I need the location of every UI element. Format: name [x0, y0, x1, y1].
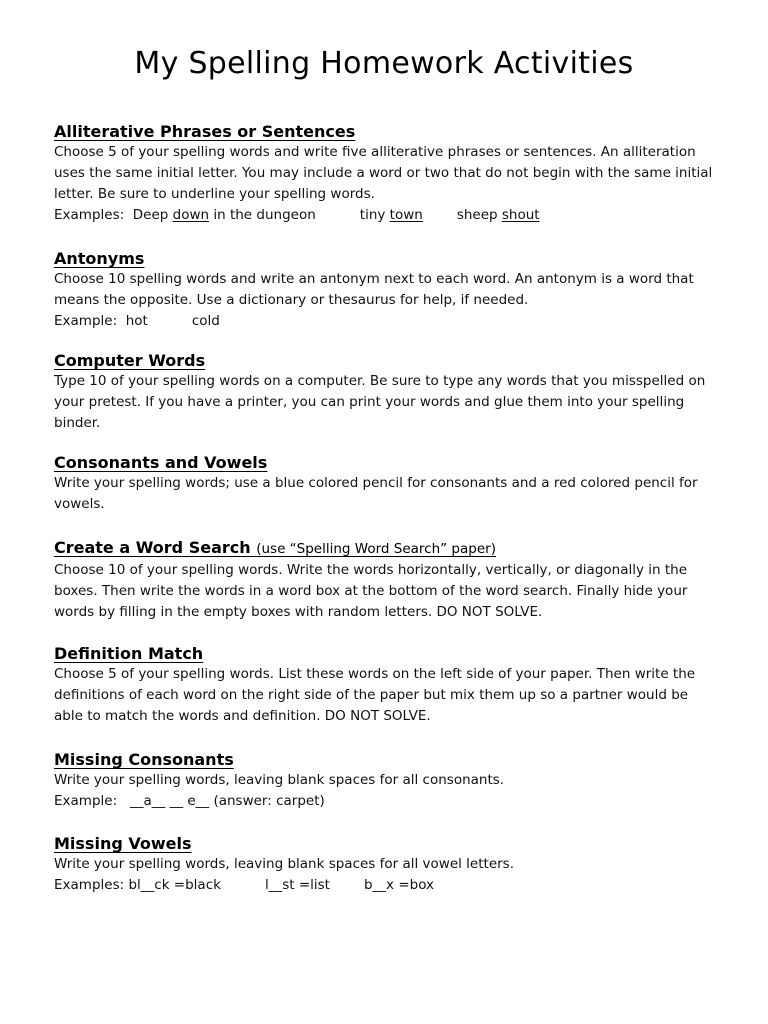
section-body: Choose 5 of your spelling words. List these words on the left side of your paper. Then write the definitions of each word on the right side of the paper but mix them up so a partner would be able to match the words and definition. DO NOT SOLVE. [54, 666, 696, 724]
section-alliterative [54, 121, 719, 226]
section-computer-words [54, 350, 719, 434]
example-line [54, 791, 719, 812]
example-item: l__st =list [264, 877, 330, 893]
example-label: Example: [54, 793, 118, 809]
example-item: tiny town [359, 207, 423, 223]
example-line [54, 311, 719, 332]
section-heading: Alliterative Phrases or Sentences [54, 122, 356, 141]
section-heading: Create a Word Search (use “Spelling Word Search” paper) [54, 538, 496, 557]
example-line [54, 205, 719, 226]
section-body: Type 10 of your spelling words on a computer. Be sure to type any words that you misspelled on your pretest. If you have a printer, you can print your words and glue them into your spelling binder. [54, 373, 706, 431]
section-consonants-vowels [54, 452, 719, 515]
section-heading: Missing Consonants [54, 750, 234, 769]
section-body: Choose 10 spelling words and write an antonym next to each word. An antonym is a word that means the opposite. Use a dictionary or thesaurus for help, if needed. [54, 271, 694, 308]
section-body: Write your spelling words, leaving blank spaces for all vowel letters. [54, 856, 515, 872]
section-body: Write your spelling words, leaving blank spaces for all consonants. [54, 772, 505, 788]
section-antonyms [54, 248, 719, 332]
example-item: bl__ck =black [128, 877, 221, 893]
example-antonym: cold [191, 313, 220, 329]
example-label: Examples: [54, 877, 125, 893]
section-heading: Missing Vowels [54, 834, 192, 853]
example-word: hot [125, 313, 148, 329]
heading-note: (use “Spelling Word Search” paper) [256, 541, 496, 557]
example-item: sheep shout [456, 207, 540, 223]
example-item: Deep down in the dungeon [132, 207, 316, 223]
section-body: Choose 5 of your spelling words and write five alliterative phrases or sentences. An alliteration uses the same initial letter. You may include a word or two that do not begin with the same initial letter. Be sure to underline your spelling words. [54, 144, 713, 202]
section-heading: Computer Words [54, 351, 206, 370]
section-definition-match [54, 643, 719, 727]
example-line [54, 875, 719, 896]
section-body: Choose 10 of your spelling words. Write the words horizontally, vertically, or diagonally in the boxes. Then write the words in a word box at the bottom of the word search. Finally hide your words by filling in the empty boxes with random letters. DO NOT SOLVE. [54, 562, 688, 620]
section-missing-consonants [54, 749, 719, 812]
section-heading: Consonants and Vowels [54, 453, 268, 472]
example-item: b__x =box [363, 877, 435, 893]
section-missing-vowels [54, 833, 719, 896]
example-text: __a__ __ e__ (answer: carpet) [130, 793, 325, 809]
example-label: Example: [54, 313, 118, 329]
section-word-search [54, 537, 719, 623]
example-label: Examples: [54, 207, 125, 223]
page-title: My Spelling Homework Activities [134, 46, 634, 81]
section-heading: Definition Match [54, 644, 204, 663]
section-body: Write your spelling words; use a blue colored pencil for consonants and a red colored pencil for vowels. [54, 475, 698, 512]
section-heading: Antonyms [54, 249, 145, 268]
